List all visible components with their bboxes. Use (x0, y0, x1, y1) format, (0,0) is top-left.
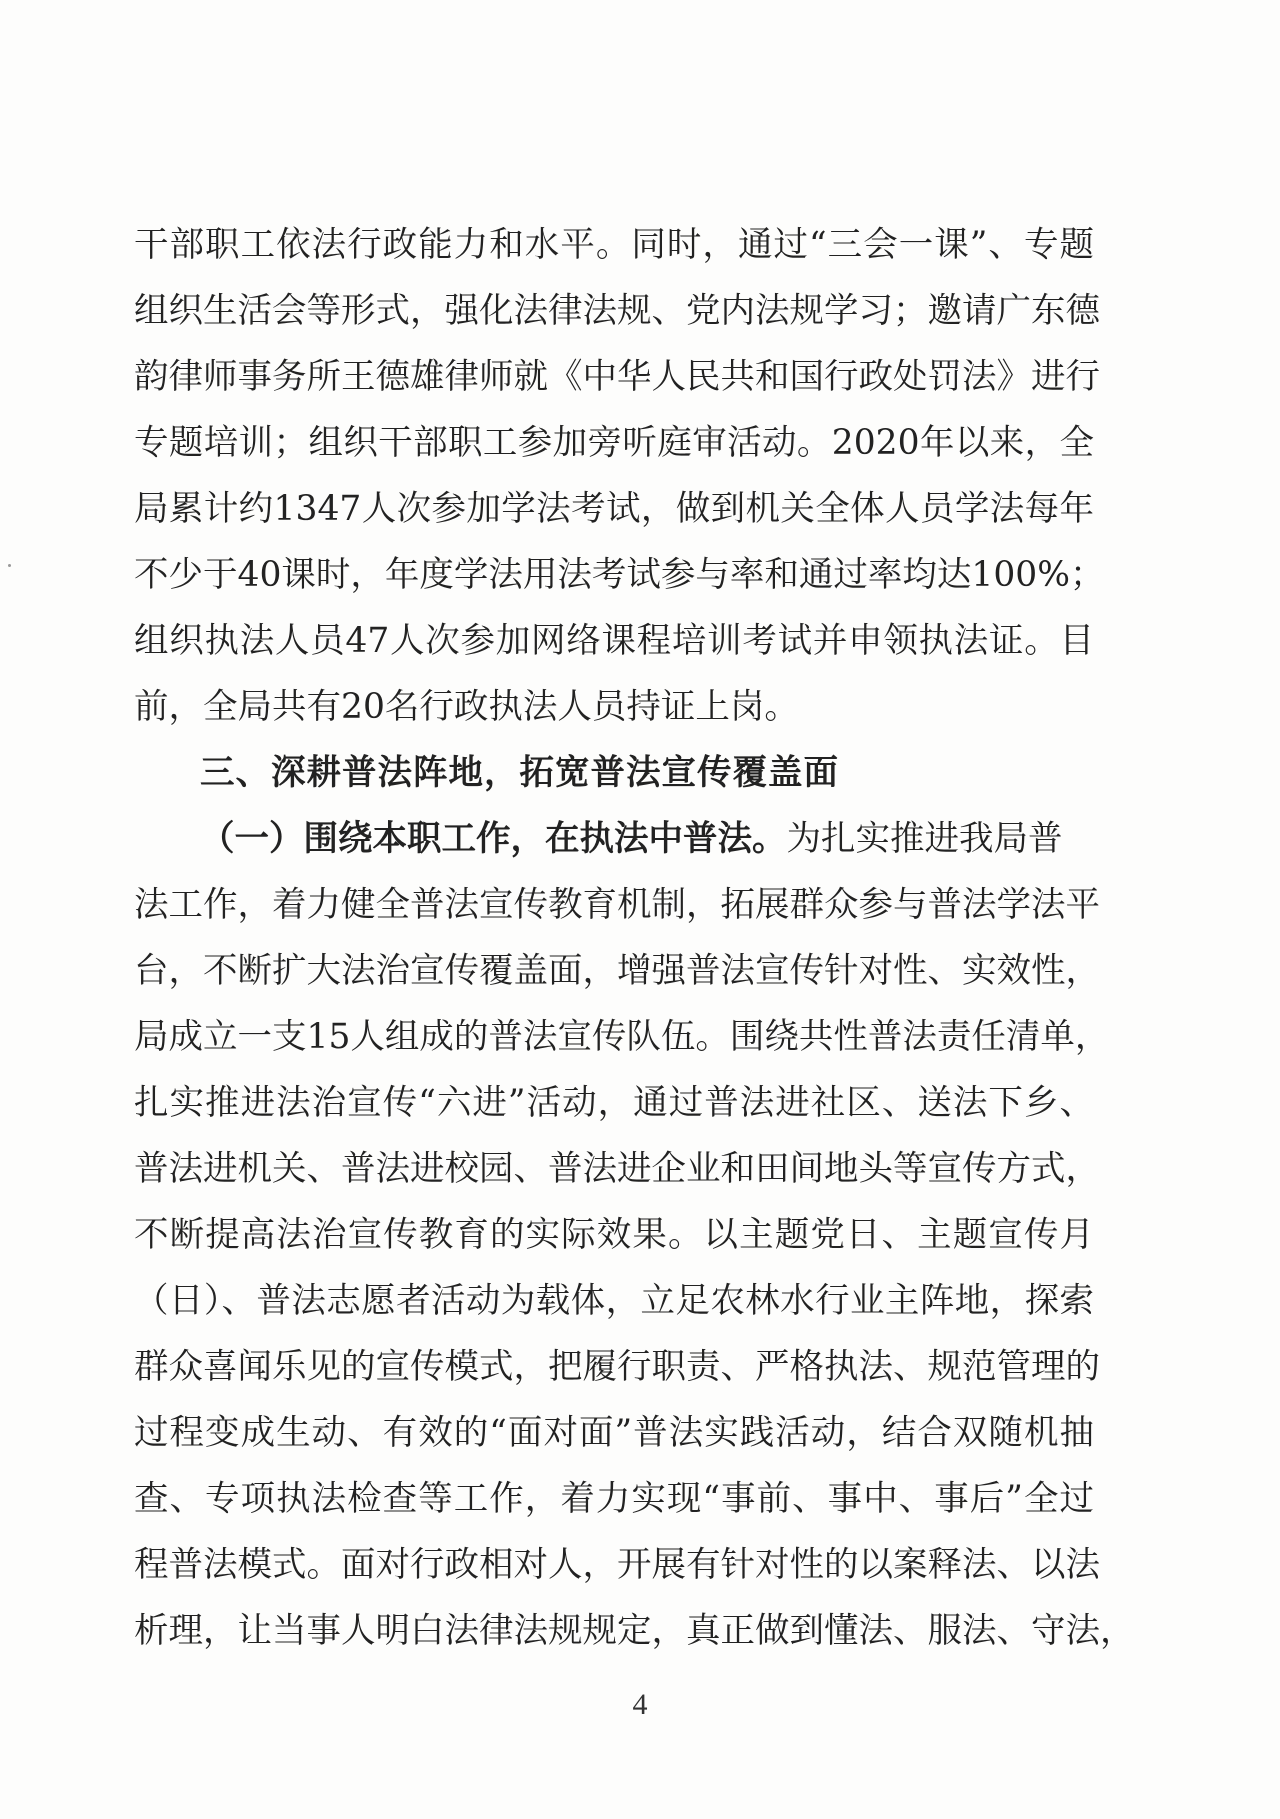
paragraph-line: 不少于40课时，年度学法用法考试参与率和通过率均达100%； (134, 555, 1105, 595)
paragraph-line: （日）、普法志愿者活动为载体，立足农林水行业主阵地，探索 (134, 1281, 1094, 1321)
paragraph-line: 查、专项执法检查等工作，着力实现“事前、事中、事后”全过 (134, 1479, 1094, 1519)
paragraph-line: 组织生活会等形式，强化法律法规、党内法规学习；邀请广东德 (134, 291, 1100, 331)
paragraph-line: 不断提高法治宣传教育的实际效果。以主题党日、主题宣传月 (134, 1215, 1094, 1255)
paragraph-line: 普法进机关、普法进校园、普法进企业和田间地头等宣传方式， (134, 1149, 1100, 1189)
paragraph-line: 群众喜闻乐见的宣传模式，把履行职责、严格执法、规范管理的 (134, 1347, 1100, 1387)
section-heading: 三、深耕普法阵地，拓宽普法宣传覆盖面 (200, 753, 839, 793)
subsection-first-line-text: 为扎实推进我局普 (786, 819, 1063, 859)
document-body (134, 212, 1135, 1664)
paragraph-line: 程普法模式。面对行政相对人，开展有针对性的以案释法、以法 (134, 1545, 1100, 1585)
subsection-title: （一）围绕本职工作，在执法中普法。 (200, 819, 787, 859)
page-number: 4 (632, 1688, 648, 1721)
paragraph-line: 法工作，着力健全普法宣传教育机制，拓展群众参与普法学法平 (134, 885, 1100, 925)
paragraph-line: 组织执法人员47人次参加网络课程培训考试并申领执法证。目 (134, 621, 1094, 661)
scan-speck (8, 564, 11, 567)
paragraph-line: 专题培训；组织干部职工参加旁听庭审活动。2020年以来，全 (134, 423, 1094, 463)
paragraph-line: 过程变成生动、有效的“面对面”普法实践活动，结合双随机抽 (134, 1413, 1094, 1453)
paragraph-line: 析理，让当事人明白法律法规规定，真正做到懂法、服法、守法， (134, 1611, 1135, 1651)
paragraph-line: 前，全局共有20名行政执法人员持证上岗。 (134, 687, 799, 727)
paragraph-line: 扎实推进法治宣传“六进”活动，通过普法进社区、送法下乡、 (134, 1083, 1094, 1123)
paragraph-line: 干部职工依法行政能力和水平。同时，通过“三会一课”、专题 (134, 225, 1094, 265)
paragraph-line: 台，不断扩大法治宣传覆盖面，增强普法宣传针对性、实效性， (134, 951, 1100, 991)
paragraph-line: 韵律师事务所王德雄律师就《中华人民共和国行政处罚法》进行 (134, 357, 1100, 397)
paragraph-line: 局成立一支15人组成的普法宣传队伍。围绕共性普法责任清单， (134, 1017, 1110, 1057)
paragraph-line: 局累计约1347人次参加学法考试，做到机关全体人员学法每年 (134, 489, 1094, 529)
subsection-first-line (134, 806, 1094, 872)
